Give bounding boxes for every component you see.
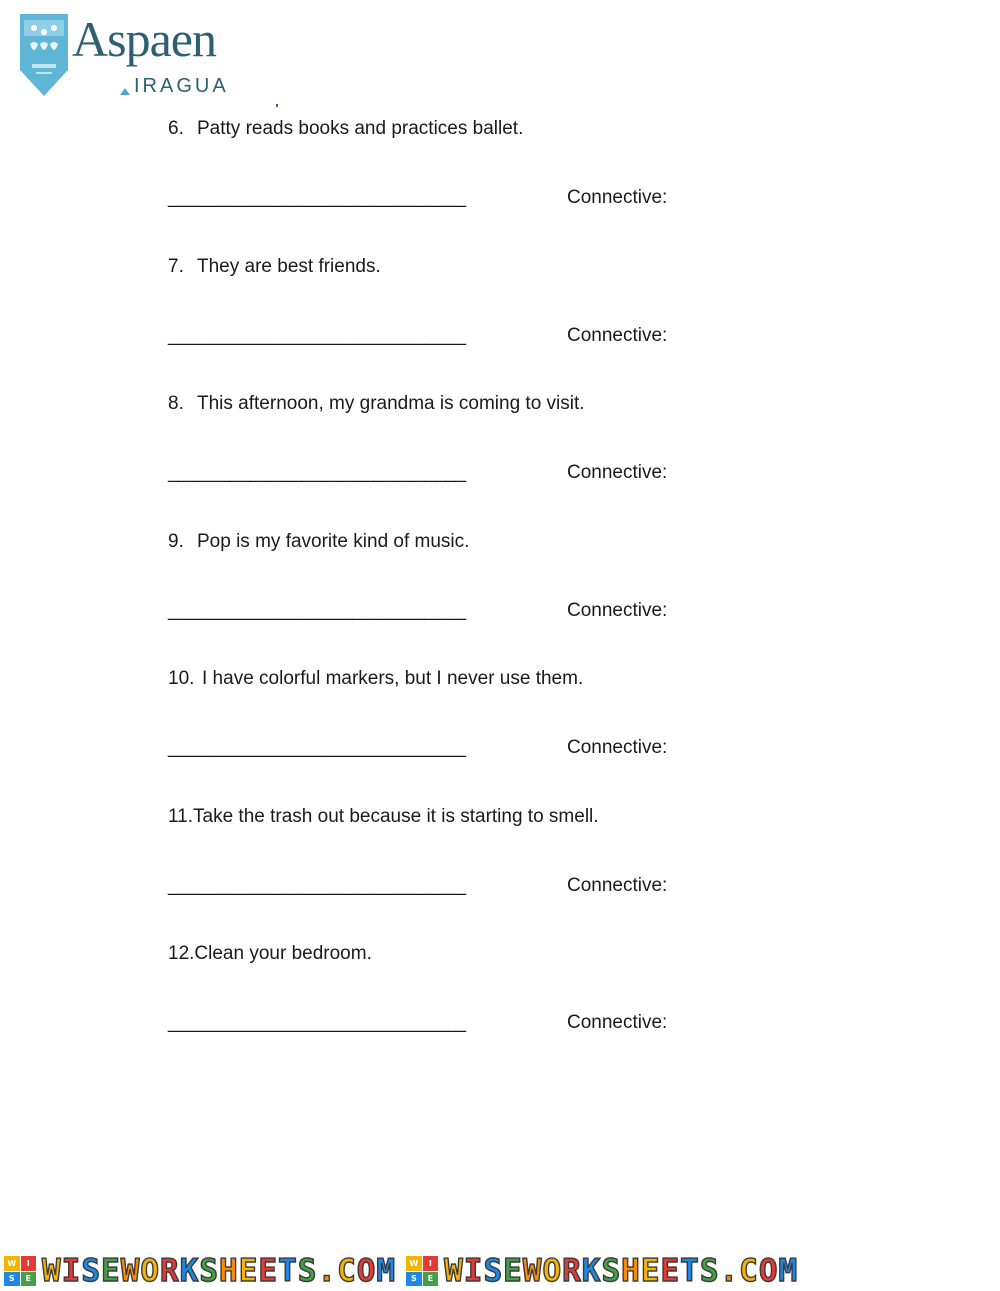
connective-label: Connective: [567, 187, 668, 208]
answer-blank[interactable]: _____________________________ [168, 737, 466, 758]
exercise-sentence [168, 667, 583, 691]
school-shield-icon [18, 12, 70, 98]
exercise-text: They are best friends. [197, 256, 381, 277]
exercise-text: This afternoon, my grandma is coming to visit. [197, 393, 585, 414]
answer-blank[interactable]: _____________________________ [168, 462, 466, 483]
connective-label: Connective: [567, 462, 668, 483]
exercise-item [168, 392, 768, 522]
answer-blank[interactable]: _____________________________ [168, 187, 466, 208]
exercise-number: 8. [168, 393, 184, 414]
answer-blank[interactable]: _____________________________ [168, 600, 466, 621]
school-logo [14, 8, 264, 108]
wise-badge-icon: W I S E [406, 1256, 438, 1286]
exercise-item [168, 530, 768, 660]
watermark-footer [4, 1252, 998, 1289]
exercise-text: Take the trash out because it is starting to smell. [193, 806, 599, 827]
answer-blank[interactable]: _____________________________ [168, 875, 466, 896]
watermark-text: WISEWORKSHEETS.COM [42, 1252, 397, 1289]
brand-name: Aspaen [72, 11, 216, 67]
exercise-item [168, 117, 768, 247]
exercise-number: 6. [168, 118, 184, 139]
campus-mark-icon [120, 88, 130, 95]
answer-blank[interactable]: _____________________________ [168, 1012, 466, 1033]
exercise-sentence [168, 805, 599, 829]
exercise-sentence [168, 530, 469, 554]
exercise-number: 9. [168, 531, 184, 552]
connective-label: Connective: [567, 875, 668, 896]
connective-label: Connective: [567, 1012, 668, 1033]
exercise-number: 10. [168, 668, 195, 689]
wise-badge-icon: W I S E [4, 1256, 36, 1286]
exercise-number: 12. [168, 943, 195, 964]
exercise-sentence [168, 392, 585, 416]
exercise-number: 11. [168, 806, 194, 827]
exercise-sentence [168, 942, 372, 966]
watermark-text: WISEWORKSHEETS.COM [444, 1252, 799, 1289]
connective-label: Connective: [567, 600, 668, 621]
exercise-sentence [168, 255, 381, 279]
exercise-text: Patty reads books and practices ballet. [197, 118, 524, 139]
answer-blank[interactable]: _____________________________ [168, 325, 466, 346]
connective-label: Connective: [567, 737, 668, 758]
exercise-item [168, 667, 768, 797]
exercise-text: I have colorful markers, but I never use them. [202, 668, 584, 689]
exercise-item [168, 942, 768, 1072]
exercise-item [168, 805, 768, 935]
campus-name: IRAGUA [134, 75, 229, 97]
exercise-item [168, 255, 768, 385]
exercise-text: Clean your bedroom. [194, 943, 372, 964]
stray-mark [276, 104, 278, 107]
exercise-number: 7. [168, 256, 184, 277]
watermark-group [4, 1252, 397, 1289]
exercise-sentence [168, 117, 523, 141]
watermark-group [406, 1252, 799, 1289]
connective-label: Connective: [567, 325, 668, 346]
exercise-text: Pop is my favorite kind of music. [197, 531, 470, 552]
